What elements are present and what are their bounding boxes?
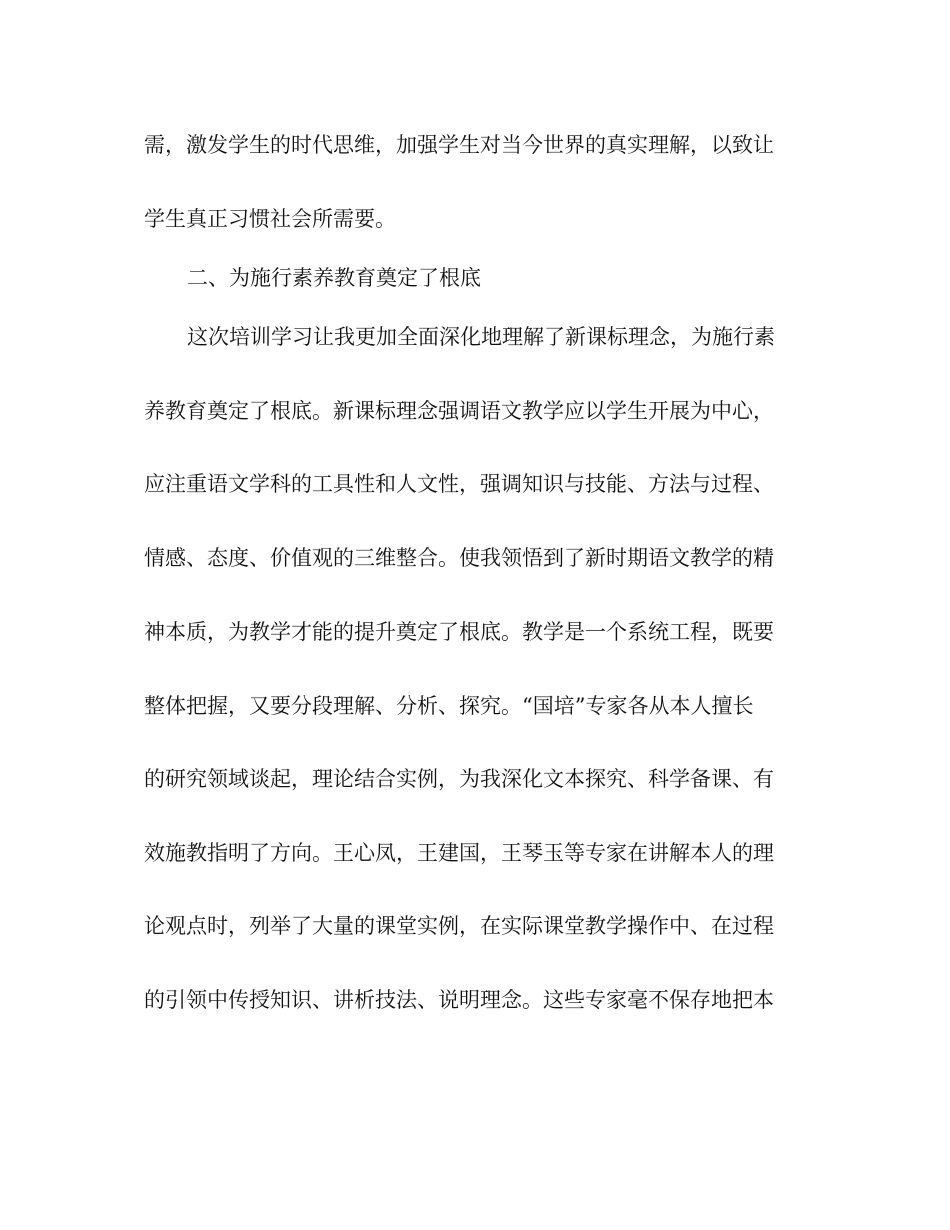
text-line: 论观点时，列举了大量的课堂实例，在实际课堂教学操作中、在过程 bbox=[144, 914, 774, 938]
text-line: 神本质，为教学才能的提升奠定了根底。教学是一个系统工程，既要 bbox=[144, 620, 774, 644]
text-line: 的研究领域谈起，理论结合实例，为我深化文本探究、科学备课、有 bbox=[144, 767, 774, 791]
text-line: 情感、态度、价值观的三维整合。使我领悟到了新时期语文教学的精 bbox=[144, 546, 774, 570]
text-line: 养教育奠定了根底。新课标理念强调语文教学应以学生开展为中心， bbox=[144, 399, 774, 423]
text-line: 应注重语文学科的工具性和人文性，强调知识与技能、方法与过程、 bbox=[144, 472, 774, 496]
section-heading: 二、为施行素养教育奠定了根底 bbox=[187, 266, 481, 290]
text-line: 整体把握，又要分段理解、分析、探究。“国培”专家各从本人擅长 bbox=[144, 694, 754, 718]
text-line: 需，激发学生的时代思维，加强学生对当今世界的真实理解，以致让 bbox=[144, 133, 774, 157]
text-line: 的引领中传授知识、讲析技法、说明理念。这些专家毫不保存地把本 bbox=[144, 988, 774, 1012]
text-line: 这次培训学习让我更加全面深化地理解了新课标理念，为施行素 bbox=[187, 325, 775, 349]
text-line: 学生真正习惯社会所需要。 bbox=[144, 207, 396, 231]
text-line: 效施教指明了方向。王心凤，王建国，王琴玉等专家在讲解本人的理 bbox=[144, 841, 774, 865]
